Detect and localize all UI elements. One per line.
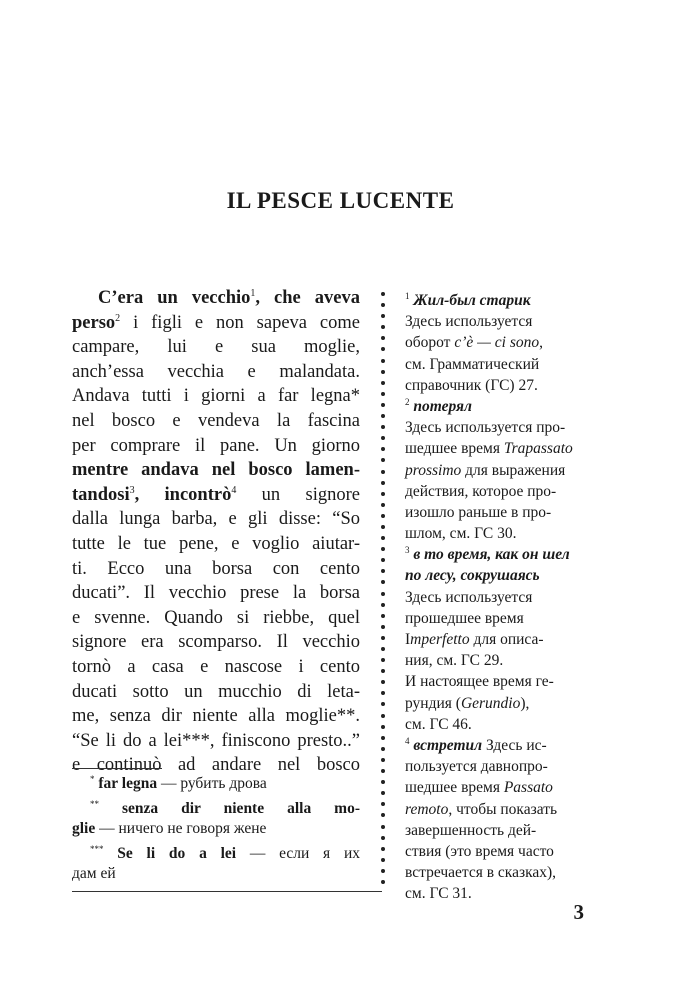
divider-dot <box>381 536 385 540</box>
divider-dot <box>381 736 385 740</box>
divider-dot <box>381 325 385 329</box>
text-line: mentre andava nel bosco lamen- <box>72 460 360 481</box>
text-line: me, senza dir niente alla moglie**. <box>72 706 360 727</box>
note-line: Здесь используется <box>405 588 533 606</box>
note-line: шедшее время Passato <box>405 779 553 797</box>
divider-dot <box>381 547 385 551</box>
divider-dot <box>381 481 385 485</box>
note-heading: $^3$ в то время, как он шел <box>405 545 570 564</box>
note-line: шедшее время Trapassato <box>405 440 573 458</box>
text-line: tutte le tue pene, e voglio aiutar- <box>72 533 360 554</box>
text-line: perso$^2$ i figli e non sapeva come <box>72 312 360 333</box>
divider-dot <box>381 470 385 474</box>
text-line: ducati sotto un mucchio di leta- <box>72 681 360 702</box>
divider-dot <box>381 347 385 351</box>
grammar-notes <box>405 290 583 904</box>
note-line: прошедшее время <box>405 609 524 627</box>
footnote-3: *** Se li do a lei — если я их <box>90 843 360 862</box>
divider-dot <box>381 702 385 706</box>
note-line: prossimo для выражения <box>405 461 566 479</box>
note-line: рундия (Gerundio), <box>405 694 530 712</box>
divider-dot <box>381 647 385 651</box>
divider-dot <box>381 847 385 851</box>
divider-dot <box>381 691 385 695</box>
divider-dot <box>381 791 385 795</box>
text-line: campare, lui e sua moglie, <box>72 337 360 358</box>
footnote-3-cont: дам ей <box>72 865 116 882</box>
divider-dot <box>381 680 385 684</box>
note-line: см. ГС 46. <box>405 715 472 733</box>
divider-dot <box>381 636 385 640</box>
text-line: per comprare il pane. Un giorno <box>72 435 360 456</box>
note-line: Imperfetto для описа- <box>405 631 544 648</box>
divider-dot <box>381 836 385 840</box>
divider-dot <box>381 825 385 829</box>
divider-dot <box>381 336 385 340</box>
note-line: remoto, чтобы показать <box>405 800 558 818</box>
text-line: nel bosco e vendeva la fascina <box>72 410 360 431</box>
divider-dot <box>381 758 385 762</box>
footnote-2: ** senza dir niente alla mo- <box>90 798 361 817</box>
text-line: ti. Ecco una borsa con cento <box>72 558 360 579</box>
divider-dot <box>381 359 385 363</box>
divider-dot <box>381 303 385 307</box>
note-heading: по лесу, сокрушаясь <box>405 567 540 585</box>
main-text <box>72 286 360 778</box>
dotted-column-divider <box>381 292 385 888</box>
divider-dot <box>381 802 385 806</box>
text-line: ducati”. Il vecchio prese la borsa <box>72 583 360 604</box>
divider-dot <box>381 492 385 496</box>
divider-dot <box>381 503 385 507</box>
note-line: изошло раньше в про- <box>405 503 552 521</box>
divider-dot <box>381 569 385 573</box>
note-line: ния, см. ГС 29. <box>405 652 504 670</box>
note-line: Здесь используется <box>405 313 533 331</box>
text-line: tornò a casa e nascose i cento <box>72 656 360 677</box>
divider-dot <box>381 725 385 729</box>
note-line: завершенность дей- <box>405 821 537 839</box>
bottom-rule <box>72 891 382 892</box>
note-line: ствия (это время часто <box>405 842 554 860</box>
text-line: anch’essa vecchia e malandata. <box>72 361 360 382</box>
divider-dot <box>381 869 385 873</box>
divider-dot <box>381 558 385 562</box>
divider-dot <box>381 614 385 618</box>
text-line: C’era un vecchio$^1$, che aveva <box>98 288 360 308</box>
divider-dot <box>381 747 385 751</box>
divider-dot <box>381 414 385 418</box>
divider-dot <box>381 525 385 529</box>
divider-dot <box>381 714 385 718</box>
divider-dot <box>381 447 385 451</box>
divider-dot <box>381 813 385 817</box>
divider-dot <box>381 370 385 374</box>
note-line: пользуется давнопро- <box>405 758 548 776</box>
note-heading: $^1$ Жил-был старик <box>405 291 531 309</box>
text-line: e continuò ad andare nel bosco <box>72 755 360 776</box>
divider-dot <box>381 292 385 296</box>
note-line: Здесь используется про- <box>405 419 566 437</box>
divider-dot <box>381 625 385 629</box>
divider-dot <box>381 514 385 518</box>
chapter-title: IL PESCE LUCENTE <box>226 188 455 213</box>
divider-dot <box>381 403 385 407</box>
text-line: “Se li do a lei***, finiscono presto..” <box>72 730 360 751</box>
note-line: шлом, см. ГС 30. <box>405 525 517 543</box>
footnote-1: * far legna — рубить дрова <box>90 774 267 792</box>
note-line: см. Грамматический <box>405 355 540 373</box>
page-number: 3 <box>573 900 584 924</box>
divider-dot <box>381 580 385 584</box>
divider-dot <box>381 603 385 607</box>
text-line: Andava tutti i giorni a far legna* <box>72 386 360 407</box>
divider-dot <box>381 858 385 862</box>
text-line: e svenne. Quando si riebbe, quel <box>72 607 360 628</box>
divider-dot <box>381 669 385 673</box>
note-line: действия, которое про- <box>405 482 557 500</box>
footnote-2-cont: glie — ничего не говоря жене <box>72 820 267 837</box>
note-heading: $^4$ встретил Здесь ис- <box>405 735 547 754</box>
divider-dot <box>381 592 385 596</box>
divider-dot <box>381 314 385 318</box>
divider-dot <box>381 425 385 429</box>
divider-dot <box>381 880 385 884</box>
divider-dot <box>381 381 385 385</box>
note-line: см. ГС 31. <box>405 885 472 903</box>
text-line: dalla lunga barba, e gli disse: “So <box>72 509 360 530</box>
divider-dot <box>381 780 385 784</box>
note-heading: $^2$ потерял <box>405 396 472 415</box>
note-line: справочник (ГС) 27. <box>405 376 538 394</box>
note-line: оборот c’è — ci sono, <box>405 334 544 352</box>
text-line: signore era scomparso. Il vecchio <box>72 632 360 653</box>
note-line: И настоящее время ге- <box>405 673 554 691</box>
divider-dot <box>381 658 385 662</box>
note-line: встречается в сказках), <box>405 864 557 882</box>
divider-dot <box>381 436 385 440</box>
footnote-rule <box>72 768 162 769</box>
divider-dot <box>381 458 385 462</box>
text-line: tandosi$^3$, incontrò$^4$ un signore <box>72 484 360 505</box>
footnotes <box>72 774 360 889</box>
divider-dot <box>381 392 385 396</box>
divider-dot <box>381 769 385 773</box>
